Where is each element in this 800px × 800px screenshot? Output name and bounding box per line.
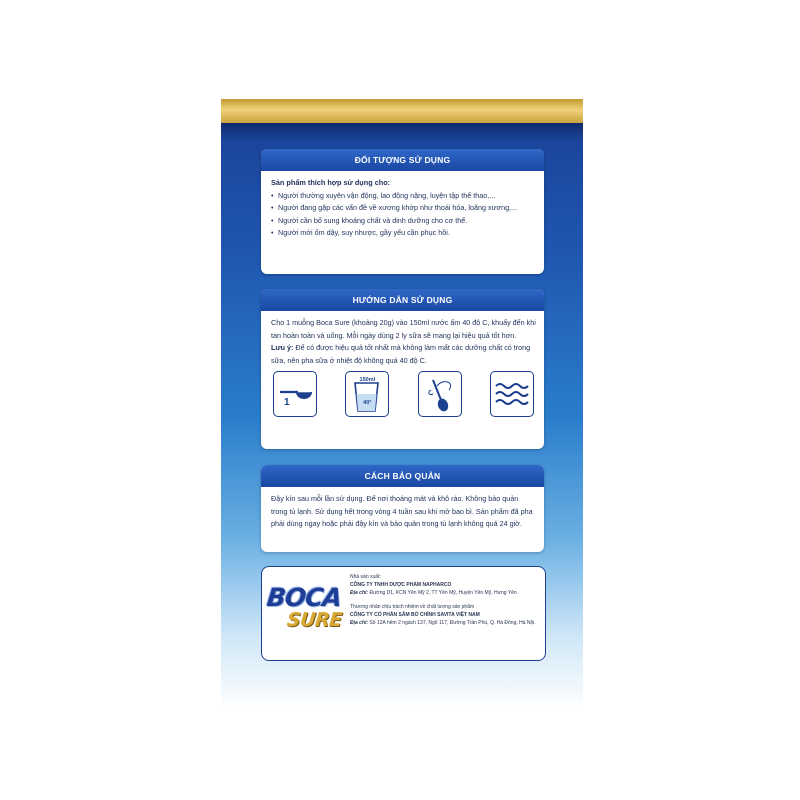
manufacturer-info: [350, 573, 540, 627]
stir-step-card: [418, 371, 462, 417]
cup-step-card: [345, 371, 389, 417]
manufacturer-box: [261, 566, 546, 661]
note-text: Để có được hiệu quả tốt nhất mà không làm mất các dưỡng chất có trong sữa, nên pha sữa ở nhiệt độ không quá 40 độ C.: [271, 343, 531, 365]
waves-icon: [491, 372, 532, 415]
target-users-body: [261, 175, 544, 246]
storage-paragraph: Đậy kín sau mỗi lần sử dụng. Để nơi thoáng mát và khô ráo. Không bảo quản trong tủ lạnh. Sử dụng hết trong vòng 4 tuần sau khi mở bao bì. Sản phẩm đã pha phải dùng ngay hoặc phải đậy kín và bảo quản trong tủ lạnh không quá 24 giờ.: [271, 494, 533, 528]
cup-temp-label: 40°: [363, 400, 372, 406]
maker-address-text: Đường D1, KCN Yên Mỹ 2, TT Yên Mỹ, Huyện Yên Mỹ, Hưng Yên.: [368, 590, 519, 597]
usage-paragraph: Cho 1 muỗng Boca Sure (khoảng 20g) vào 150ml nước ấm 40 độ C, khuấy đến khi tan hoàn toàn và uống. Mỗi ngày dùng 2 ly sữa sẽ mang lại hiệu quả tốt hơn.: [271, 318, 536, 340]
maker-label: Nhà sản xuất:: [350, 574, 381, 580]
list-item: • Người thường xuyên vận động, lao động nặng, luyện tập thể thao,...: [271, 190, 536, 203]
usage-guide-body: [261, 315, 544, 425]
logo-sure-text: SURE: [285, 609, 343, 631]
note-label: Lưu ý:: [271, 343, 294, 352]
spoon-icon: [419, 372, 460, 415]
usage-guide-header: HƯỚNG DẪN SỬ DỤNG: [261, 289, 544, 311]
list-item: • Người mới ốm dậy, suy nhược, gầy yếu cần phục hồi.: [271, 227, 536, 240]
list-item: • Người cần bổ sung khoáng chất và dinh dưỡng cho cơ thể.: [271, 215, 536, 228]
boca-sure-logo: [267, 585, 349, 641]
trader-name: CÔNG TY CỔ PHẦN SÂM BỔ CHÍNH SAVITA VIỆT NAM: [350, 611, 480, 618]
maker-address-label: Địa chỉ:: [350, 590, 369, 597]
trader-address-text: Số 12A hẻm 2 ngách 137, Ngõ 117, Đường Trần Phú, Q. Hà Đông, Hà Nội.: [368, 620, 536, 627]
trader-label: Thương nhân chịu trách nhiệm về chất lượng sản phẩm: [350, 603, 475, 610]
target-users-list: [271, 190, 536, 240]
drink-step-card: [490, 371, 534, 417]
trader-address-label: Địa chỉ:: [350, 620, 369, 627]
product-label-panel: [221, 99, 583, 710]
usage-steps: [271, 367, 536, 419]
scoop-icon: [274, 372, 315, 415]
target-users-box: [261, 149, 544, 274]
storage-header: CÁCH BẢO QUẢN: [261, 465, 544, 487]
scoop-step-card: [273, 371, 317, 417]
gold-band: [221, 99, 583, 123]
target-users-header: ĐỐI TƯỢNG SỬ DỤNG: [261, 149, 544, 171]
cup-volume-label: 150ml: [359, 377, 376, 383]
logo-boca-text: BOCA: [265, 583, 343, 612]
trader-address: [350, 619, 540, 627]
storage-box: [261, 465, 544, 552]
list-item: • Người đang gặp các vấn đề về xương khớp như thoái hóa, loãng xương,...: [271, 202, 536, 215]
maker-address: [350, 589, 540, 597]
usage-note: [271, 342, 536, 367]
band-shadow: [221, 123, 583, 141]
scoop-number: 1: [284, 397, 290, 408]
maker-name: CÔNG TY TNHH DƯỢC PHẨM NAPHARCO: [350, 582, 452, 589]
usage-guide-box: [261, 289, 544, 449]
storage-body: [261, 491, 544, 537]
target-users-intro: Sản phẩm thích hợp sử dụng cho:: [271, 178, 391, 187]
